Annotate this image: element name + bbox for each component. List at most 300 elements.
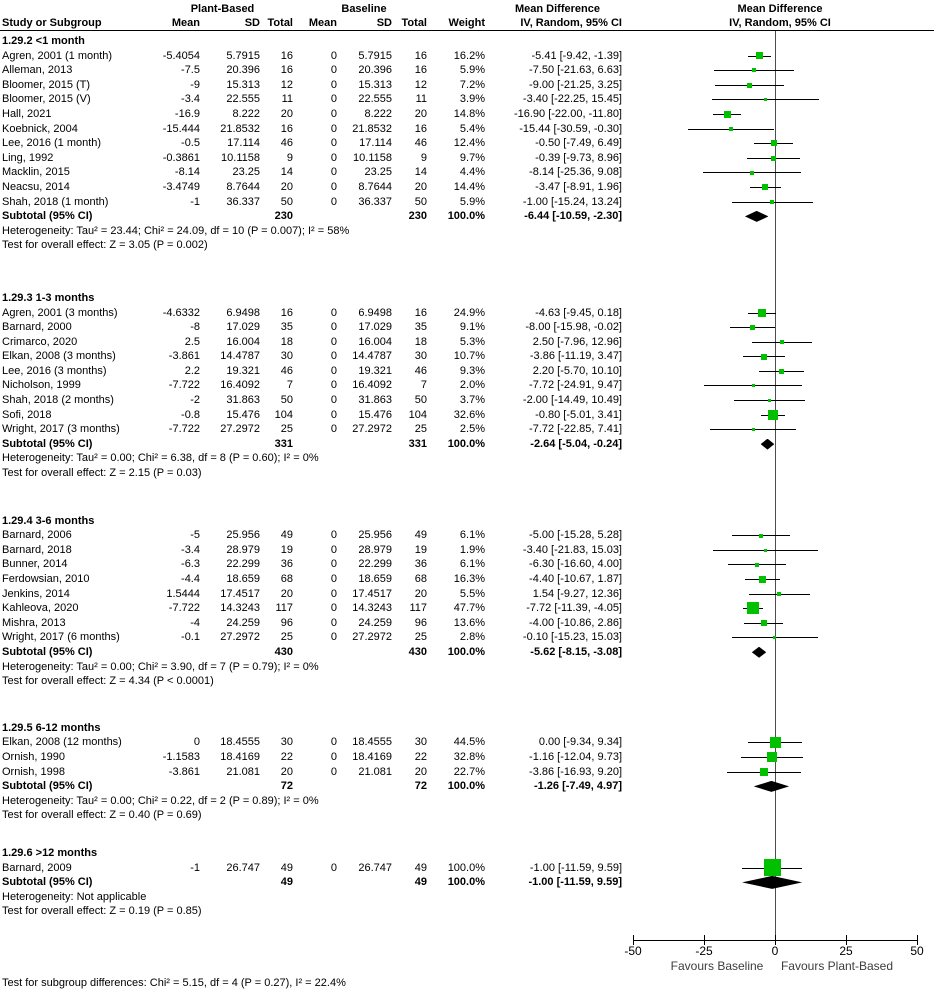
plant-sd: 22.555 — [226, 93, 260, 106]
plant-mean: -7.5 — [181, 64, 200, 77]
study-row — [0, 349, 934, 364]
ci-plot-cell — [626, 195, 934, 210]
effect-square — [758, 309, 766, 317]
plant-total: 30 — [280, 350, 293, 363]
ci-plot-cell — [626, 572, 934, 587]
weight-value: 5.3% — [459, 335, 485, 348]
subgroup-title-row — [0, 721, 934, 736]
heterogeneity-row — [0, 451, 934, 466]
plant-total: 49 — [280, 861, 293, 874]
plant-total: 16 — [280, 122, 293, 135]
baseline-mean: 0 — [330, 180, 337, 193]
md-ci-text: -3.86 [-11.19, 3.47] — [529, 350, 622, 363]
plant-total: 36 — [280, 558, 293, 571]
baseline-sd: 27.2972 — [352, 631, 392, 644]
subtotal-plant-total: 72 — [280, 780, 293, 793]
study-row — [0, 408, 934, 423]
weight-value: 2.5% — [459, 423, 485, 436]
baseline-sd: 16.004 — [358, 335, 392, 348]
study-name: Elkan, 2008 (12 months) — [2, 736, 122, 749]
baseline-sd: 15.313 — [358, 78, 392, 91]
study-name: Shah, 2018 (2 months) — [2, 394, 114, 407]
baseline-mean: 0 — [330, 64, 337, 77]
study-name: Barnard, 2006 — [2, 529, 72, 542]
baseline-total: 104 — [408, 408, 427, 421]
ci-plot-cell — [626, 765, 934, 780]
plant-total: 16 — [280, 64, 293, 77]
subtotal-plant-total: 331 — [274, 437, 293, 450]
plant-sd: 18.4555 — [220, 736, 260, 749]
baseline-mean: 0 — [330, 137, 337, 150]
ci-plot-cell — [626, 49, 934, 64]
plant-total: 12 — [280, 78, 293, 91]
effect-square — [759, 534, 763, 538]
study-name: Lee, 2016 (3 months) — [2, 364, 107, 377]
weight-value: 9.7% — [459, 151, 485, 164]
weight-value: 1.9% — [459, 543, 485, 556]
baseline-mean: 0 — [330, 408, 337, 421]
study-name: Alleman, 2013 — [2, 64, 73, 77]
study-row — [0, 528, 934, 543]
study-row — [0, 63, 934, 78]
plant-total: 18 — [280, 335, 293, 348]
baseline-mean: 0 — [330, 166, 337, 179]
overall-effect-note: Test for overall effect: Z = 0.19 (P = 0.85) — [2, 905, 202, 918]
study-name: Ornish, 1998 — [2, 765, 65, 778]
plant-mean: -1.1583 — [162, 750, 200, 763]
study-row — [0, 136, 934, 151]
baseline-mean: 0 — [330, 306, 337, 319]
subtotal-weight: 100.0% — [447, 780, 485, 793]
study-name: Bloomer, 2015 (V) — [2, 93, 91, 106]
subtotal-diamond — [752, 647, 766, 658]
effect-square — [780, 340, 784, 344]
plant-total: 19 — [280, 543, 293, 556]
baseline-sd: 18.4555 — [352, 736, 392, 749]
heterogeneity-note: Heterogeneity: Tau² = 23.44; Chi² = 24.09, df = 10 (P = 0.007); I² = 58% — [2, 224, 350, 237]
weight-value: 14.4% — [453, 180, 485, 193]
weight-value: 4.4% — [459, 166, 485, 179]
study-name: Macklin, 2015 — [2, 166, 70, 179]
baseline-mean: 0 — [330, 394, 337, 407]
study-row — [0, 587, 934, 602]
plant-total: 16 — [280, 49, 293, 62]
md-ci-text: -4.00 [-10.86, 2.86] — [529, 616, 622, 629]
effect-square — [770, 200, 774, 204]
effect-square — [760, 768, 768, 776]
baseline-total: 16 — [414, 306, 427, 319]
plant-mean: -3.861 — [168, 765, 200, 778]
baseline-total: 36 — [414, 558, 427, 571]
empty-cell — [204, 645, 264, 660]
ci-plot-cell — [626, 587, 934, 602]
weight-value: 9.1% — [459, 321, 485, 334]
baseline-sd: 17.029 — [358, 321, 392, 334]
md-ci-text: -16.90 [-22.00, -11.80] — [513, 107, 622, 120]
empty-cell — [148, 437, 204, 452]
baseline-total: 20 — [414, 180, 427, 193]
md-ci-text: -9.00 [-21.25, 3.25] — [529, 78, 622, 91]
plant-mean: -15.444 — [162, 122, 200, 135]
md-ci-text: -3.86 [-16.93, 9.20] — [529, 765, 622, 778]
baseline-mean: 0 — [330, 602, 337, 615]
plant-sd: 18.4169 — [220, 750, 260, 763]
md-ci-text: -7.50 [-21.63, 6.63] — [529, 64, 622, 77]
baseline-mean: 0 — [330, 529, 337, 542]
header-group-baseline: Baseline — [341, 3, 387, 15]
axis-tick-label: -50 — [624, 944, 642, 958]
study-row — [0, 151, 934, 166]
baseline-sd: 6.9498 — [358, 306, 392, 319]
header-ci-plot: IV, Random, 95% CI — [729, 17, 831, 29]
subtotal-diamond — [745, 211, 769, 222]
study-name: Barnard, 2018 — [2, 543, 72, 556]
effect-square — [779, 369, 784, 374]
plant-mean: 2.5 — [184, 335, 200, 348]
baseline-sd: 19.321 — [358, 364, 392, 377]
baseline-sd: 22.555 — [358, 93, 392, 106]
baseline-sd: 8.222 — [364, 107, 392, 120]
baseline-total: 25 — [414, 631, 427, 644]
empty-cell — [297, 645, 341, 660]
axis-tick-label: 0 — [771, 944, 779, 958]
effect-square — [724, 111, 731, 118]
study-name: Ferdowsian, 2010 — [2, 573, 90, 585]
study-name: Hall, 2021 — [2, 107, 52, 120]
subtotal-weight: 100.0% — [447, 876, 485, 889]
ci-plot-cell — [626, 528, 934, 543]
study-name: Bunner, 2014 — [2, 558, 68, 571]
empty-cell — [341, 437, 396, 452]
plant-sd: 24.259 — [226, 616, 260, 629]
plant-mean: -3.4 — [181, 93, 200, 106]
empty-cell — [204, 209, 264, 224]
study-name: Sofi, 2018 — [2, 408, 52, 421]
subgroup-section — [0, 846, 934, 919]
baseline-total: 16 — [414, 49, 427, 62]
weight-value: 6.1% — [459, 529, 485, 542]
ci-plot-cell — [626, 122, 934, 137]
ci-plot-cell — [626, 180, 934, 195]
subtotal-row — [0, 209, 934, 224]
subtotal-ci-text: -6.44 [-10.59, -2.30] — [524, 210, 622, 223]
plant-sd: 6.9498 — [226, 306, 260, 319]
study-name: Agren, 2001 (3 months) — [2, 306, 118, 319]
md-ci-text: -2.00 [-14.49, 10.49] — [522, 394, 622, 407]
weight-value: 6.1% — [459, 558, 485, 571]
plant-mean: -2 — [190, 394, 200, 407]
subgroup-title-row — [0, 514, 934, 529]
subgroup-section — [0, 291, 934, 481]
plant-total: 30 — [280, 736, 293, 749]
weight-value: 24.9% — [453, 306, 485, 319]
header-ci-text: IV, Random, 95% CI — [520, 17, 622, 29]
study-row — [0, 572, 934, 587]
study-row — [0, 765, 934, 780]
subtotal-label: Subtotal (95% CI) — [2, 437, 93, 450]
baseline-total: 49 — [414, 529, 427, 542]
baseline-mean: 0 — [330, 321, 337, 334]
md-ci-text: -1.16 [-12.04, 9.73] — [529, 750, 622, 763]
empty-cell — [297, 779, 341, 794]
baseline-total: 35 — [414, 321, 427, 334]
effect-square — [764, 549, 767, 552]
study-name: Jenkins, 2014 — [2, 587, 70, 600]
overall-effect-note: Test for overall effect: Z = 2.15 (P = 0.03) — [2, 467, 202, 480]
baseline-sd: 14.4787 — [352, 350, 392, 363]
subtotal-row — [0, 437, 934, 452]
plant-total: 9 — [286, 151, 293, 164]
md-ci-text: -0.10 [-15.23, 15.03] — [522, 631, 622, 644]
study-name: Koebnick, 2004 — [2, 122, 78, 135]
effect-square — [729, 127, 733, 131]
study-row — [0, 735, 934, 750]
study-row — [0, 180, 934, 195]
empty-cell — [297, 875, 341, 890]
baseline-mean: 0 — [330, 736, 337, 749]
plant-mean: -7.722 — [168, 602, 200, 615]
axis-tick-label: 50 — [910, 944, 924, 958]
baseline-sd: 36.337 — [358, 195, 392, 208]
weight-value: 2.0% — [459, 379, 485, 392]
weight-value: 22.7% — [453, 765, 485, 778]
baseline-sd: 31.863 — [358, 394, 392, 407]
md-ci-text: -1.00 [-11.59, 9.59] — [529, 861, 622, 874]
subtotal-baseline-total: 430 — [408, 645, 427, 658]
overall-effect-row — [0, 904, 934, 919]
md-ci-text: -6.30 [-16.60, 4.00] — [529, 558, 622, 571]
study-name: Wright, 2017 (3 months) — [2, 423, 120, 436]
heterogeneity-note: Heterogeneity: Tau² = 0.00; Chi² = 0.22, df = 2 (P = 0.89); I² = 0% — [2, 794, 319, 807]
plant-sd: 16.4092 — [220, 379, 260, 392]
baseline-total: 7 — [420, 379, 427, 392]
weight-value: 14.8% — [453, 107, 485, 120]
favours-right-label: Favours Plant-Based — [780, 959, 894, 973]
plant-total: 50 — [280, 394, 293, 407]
effect-square — [761, 620, 767, 626]
ci-plot-cell — [626, 209, 934, 224]
plant-sd: 27.2972 — [220, 423, 260, 436]
overall-effect-row — [0, 808, 934, 823]
md-ci-text: -5.41 [-9.42, -1.39] — [531, 49, 622, 62]
md-ci-text: -0.50 [-7.49, 6.49] — [535, 137, 622, 150]
plant-mean: 0 — [193, 736, 200, 749]
md-ci-text: -7.72 [-11.39, -4.05] — [526, 602, 622, 615]
baseline-mean: 0 — [330, 861, 337, 874]
subtotal-weight: 100.0% — [447, 210, 485, 223]
md-ci-text: -3.40 [-21.83, 15.03] — [522, 543, 622, 556]
plant-total: 117 — [275, 602, 293, 615]
study-row — [0, 107, 934, 122]
ci-plot-cell — [626, 875, 934, 890]
weight-value: 5.4% — [459, 122, 485, 135]
baseline-total: 46 — [414, 137, 427, 150]
plant-sd: 16.004 — [226, 335, 260, 348]
empty-cell — [341, 209, 396, 224]
subtotal-label: Subtotal (95% CI) — [2, 210, 93, 223]
baseline-sd: 27.2972 — [352, 423, 392, 436]
study-row — [0, 630, 934, 645]
baseline-total: 50 — [414, 394, 427, 407]
weight-value: 13.6% — [453, 616, 485, 629]
plant-total: 35 — [280, 321, 293, 334]
baseline-total: 20 — [414, 765, 427, 778]
baseline-total: 96 — [414, 616, 427, 629]
ci-plot-cell — [626, 92, 934, 107]
effect-square — [762, 184, 768, 190]
baseline-mean: 0 — [330, 350, 337, 363]
overall-effect-row — [0, 238, 934, 253]
empty-cell — [148, 645, 204, 660]
plant-mean: -7.722 — [168, 379, 200, 392]
plant-total: 16 — [280, 306, 293, 319]
plant-sd: 25.956 — [226, 529, 260, 542]
plant-total: 20 — [280, 765, 293, 778]
ci-plot-cell — [626, 735, 934, 750]
plant-mean: -5 — [190, 529, 200, 542]
ci-plot-cell — [626, 306, 934, 321]
ci-plot-cell — [626, 393, 934, 408]
empty-cell — [297, 209, 341, 224]
baseline-sd: 20.396 — [358, 64, 392, 77]
subgroup-section — [0, 721, 934, 823]
subtotal-diamond — [761, 439, 775, 450]
effect-square — [764, 859, 781, 876]
baseline-total: 12 — [414, 78, 427, 91]
subtotal-plant-total: 230 — [274, 210, 293, 223]
md-ci-text: -3.40 [-22.25, 15.45] — [522, 93, 622, 106]
plant-sd: 26.747 — [226, 861, 260, 874]
subgroup-title: 1.29.3 1-3 months — [2, 291, 95, 304]
md-ci-text: 1.54 [-9.27, 12.36] — [532, 587, 622, 600]
md-ci-text: -0.80 [-5.01, 3.41] — [535, 408, 622, 421]
baseline-sd: 14.3243 — [352, 602, 392, 615]
header-group-row — [0, 2, 934, 16]
header-pb-total: Total — [267, 17, 293, 29]
plant-total: 68 — [280, 573, 293, 585]
empty-cell — [148, 875, 204, 890]
baseline-mean: 0 — [330, 587, 337, 600]
effect-square — [771, 156, 776, 161]
header-group-plant-based: Plant-Based — [190, 3, 255, 15]
plant-mean: -6.3 — [181, 558, 200, 571]
ci-plot-cell — [626, 645, 934, 660]
plant-sd: 28.979 — [226, 543, 260, 556]
weight-value: 100.0% — [447, 861, 485, 874]
md-ci-text: 2.20 [-5.70, 10.10] — [532, 364, 622, 377]
effect-square — [750, 325, 755, 330]
plant-mean: -4.4 — [181, 573, 200, 585]
baseline-mean: 0 — [330, 107, 337, 120]
baseline-total: 68 — [414, 573, 427, 585]
overall-effect-note: Test for overall effect: Z = 4.34 (P < 0.0001) — [2, 675, 214, 688]
plant-total: 11 — [281, 93, 293, 106]
baseline-sd: 21.8532 — [352, 122, 392, 135]
md-ci-text: -3.47 [-8.91, 1.96] — [535, 180, 622, 193]
effect-square — [764, 98, 767, 101]
x-axis — [626, 928, 934, 990]
subtotal-weight: 100.0% — [447, 645, 485, 658]
plant-sd: 10.1158 — [221, 151, 260, 164]
subtotal-ci-text: -1.26 [-7.49, 4.97] — [533, 780, 622, 793]
table-header — [0, 0, 934, 31]
header-bl-sd: SD — [376, 17, 392, 29]
baseline-mean: 0 — [330, 122, 337, 135]
effect-square — [755, 563, 759, 567]
plant-total: 50 — [280, 195, 293, 208]
subgroup-title: 1.29.2 <1 month — [2, 35, 85, 47]
overall-effect-row — [0, 674, 934, 689]
study-name: Wright, 2017 (6 months) — [2, 631, 120, 644]
baseline-sd: 21.081 — [358, 765, 392, 778]
baseline-mean: 0 — [330, 765, 337, 778]
subgroup-title-row — [0, 34, 934, 49]
effect-square — [773, 636, 776, 639]
baseline-mean: 0 — [330, 93, 337, 106]
effect-square — [770, 737, 781, 748]
plant-total: 7 — [286, 379, 293, 392]
baseline-total: 11 — [415, 93, 427, 106]
plant-mean: -4.6332 — [162, 306, 200, 319]
study-name: Ornish, 1990 — [2, 750, 65, 763]
ci-plot-cell — [626, 750, 934, 765]
baseline-sd: 25.956 — [358, 529, 392, 542]
study-row — [0, 49, 934, 64]
subtotal-plant-total: 49 — [280, 876, 293, 889]
baseline-sd: 28.979 — [358, 543, 392, 556]
header-mean-difference-text: Mean Difference — [515, 3, 600, 15]
effect-square — [768, 399, 771, 402]
heterogeneity-note: Heterogeneity: Tau² = 0.00; Chi² = 3.90, df = 7 (P = 0.79); I² = 0% — [2, 660, 319, 673]
study-name: Crimarco, 2020 — [2, 335, 78, 348]
ci-plot-cell — [626, 364, 934, 379]
header-column-row — [0, 16, 934, 30]
baseline-mean: 0 — [330, 151, 337, 164]
ci-plot-cell — [626, 557, 934, 572]
weight-value: 47.7% — [453, 602, 485, 615]
axis-tick-label: 25 — [839, 944, 853, 958]
plant-total: 49 — [280, 529, 293, 542]
axis-tick-label: -25 — [695, 944, 713, 958]
ci-plot-cell — [626, 422, 934, 437]
empty-cell — [341, 779, 396, 794]
study-name: Nicholson, 1999 — [2, 379, 81, 392]
baseline-sd: 17.4517 — [352, 587, 392, 600]
md-ci-text: 0.00 [-9.34, 9.34] — [538, 736, 622, 749]
md-ci-text: -0.39 [-9.73, 8.96] — [535, 151, 622, 164]
subtotal-label: Subtotal (95% CI) — [2, 645, 93, 658]
empty-cell — [148, 779, 204, 794]
plant-mean: -3.861 — [168, 350, 200, 363]
effect-square — [768, 410, 778, 420]
subtotal-row — [0, 645, 934, 660]
plant-mean: -3.4749 — [162, 180, 200, 193]
plant-mean: -8.14 — [174, 166, 200, 179]
study-name: Elkan, 2008 (3 months) — [2, 350, 116, 363]
baseline-mean: 0 — [330, 558, 337, 571]
study-row — [0, 557, 934, 572]
baseline-total: 20 — [414, 587, 427, 600]
study-row — [0, 165, 934, 180]
baseline-total: 18 — [414, 335, 427, 348]
favours-left-label: Favours Baseline — [670, 959, 764, 973]
subtotal-diamond — [754, 781, 789, 792]
plant-mean: -0.8 — [181, 408, 200, 421]
plant-sd: 17.114 — [227, 137, 260, 150]
subtotal-diamond — [742, 876, 802, 889]
plant-mean: -0.3861 — [162, 151, 200, 164]
baseline-sd: 23.25 — [364, 166, 392, 179]
